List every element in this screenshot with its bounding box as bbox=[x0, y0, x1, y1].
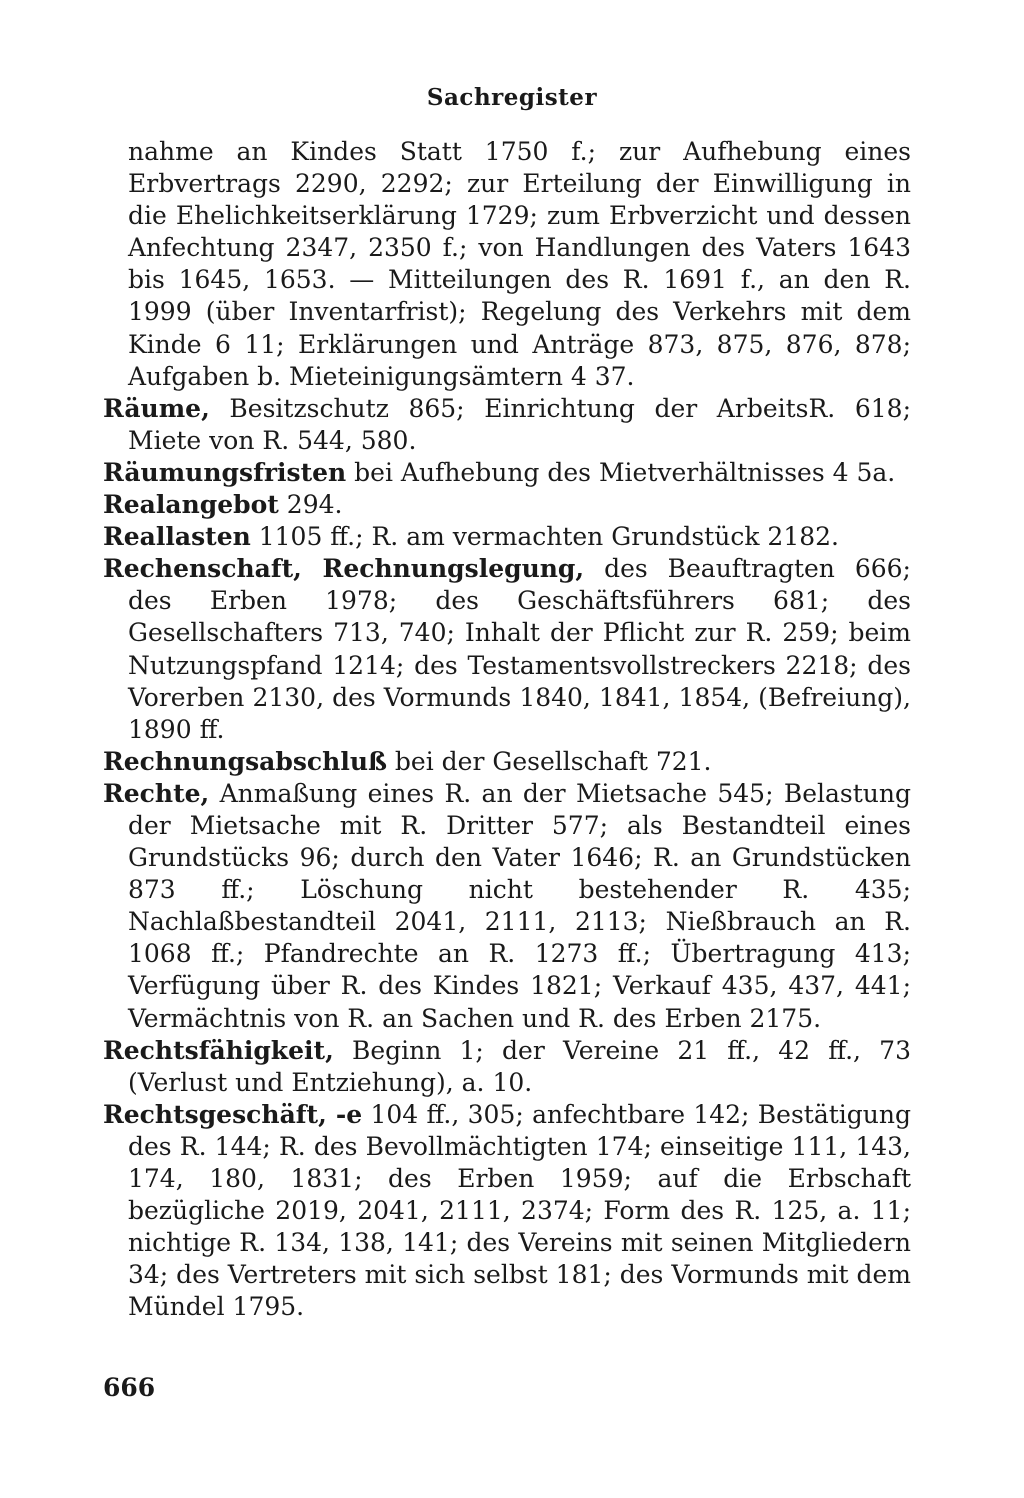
entry-text: 294. bbox=[278, 490, 343, 520]
index-entry bbox=[103, 746, 911, 778]
entry-text: nahme an Kindes Statt 1750 f.; zur Aufhebung eines Erbvertrags 2290, 2292; zur Erteilung der Einwilligung in die Ehelichkeitserklärung 1729; zum Erbverzicht und dessen Anfechtung 2347, 2350 f.; von Handlungen des Vaters 1643 bis 1645, 1653. — Mitteilungen des R. 1691 f., an den R. 1999 (über Inventarfrist); Regelung des Verkehrs mit dem Kinde 6 11; Erklärungen und Anträge 873, 875, 876, 878; Aufgaben b. Mieteinigungsämtern 4 37. bbox=[128, 137, 911, 391]
index-entry bbox=[103, 1099, 911, 1324]
index-entry bbox=[103, 778, 911, 1035]
running-head: Sachregister bbox=[426, 84, 598, 111]
index-entry-continuation bbox=[103, 136, 911, 393]
entry-term: Realangebot bbox=[103, 490, 279, 520]
entry-term: Reallasten bbox=[103, 522, 251, 552]
entry-term: Räumungsfristen bbox=[103, 457, 347, 487]
entry-term: Rechtsgeschäft, -e bbox=[103, 1099, 363, 1129]
entry-text: Besitzschutz 865; Einrichtung der ArbeitsR. 618; Miete von R. 544, 580. bbox=[128, 393, 911, 455]
index-entry bbox=[103, 393, 911, 457]
entry-term: Rechenschaft, Rechnungslegung, bbox=[103, 554, 585, 584]
page-number: 666 bbox=[103, 1373, 156, 1402]
entry-text: 104 ff., 305; anfechtbare 142; Bestätigung des R. 144; R. des Bevollmächtigten 174; einseitige 111, 143, 174, 180, 1831; des Erben 1959; auf die Erbschaft bezügliche 2019, 2041, 2111, 2374; Form des R. 125, a. 11; nichtige R. 134, 138, 141; des Vereins mit seinen Mitgliedern 34; des Vertreters mit sich selbst 181; des Vormunds mit dem Mündel 1795. bbox=[128, 1099, 911, 1322]
entry-text: bei Aufhebung des Mietverhältnisses 4 5a. bbox=[346, 457, 896, 487]
index-entries bbox=[103, 136, 911, 1323]
index-entry bbox=[103, 521, 911, 553]
index-entry bbox=[103, 1035, 911, 1099]
entry-term: Rechtsfähigkeit, bbox=[103, 1035, 334, 1065]
index-entry bbox=[103, 553, 911, 746]
entry-term: Räume, bbox=[103, 393, 210, 423]
entry-text: des Beauftragten 666; des Erben 1978; des Geschäftsführers 681; des Gesellschafters 713, 740; Inhalt der Pflicht zur R. 259; beim Nutzungspfand 1214; des Testamentsvollstreckers 2218; des Vorerben 2130, des Vormunds 1840, 1841, 1854, (Befreiung), 1890 ff. bbox=[128, 554, 911, 744]
entry-text: 1105 ff.; R. am vermachten Grundstück 2182. bbox=[250, 522, 840, 552]
entry-term: Rechnungsabschluß bbox=[103, 746, 387, 776]
index-entry bbox=[103, 489, 911, 521]
entry-text: Anmaßung eines R. an der Mietsache 545; Belastung der Mietsache mit R. Dritter 577; als Bestandteil eines Grundstücks 96; durch den Vater 1646; R. an Grundstücken 873 ff.; Löschung nicht bestehender R. 435; Nachlaßbestandteil 2041, 2111, 2113; Nießbrauch an R. 1068 ff.; Pfandrechte an R. 1273 ff.; Übertragung 413; Verfügung über R. des Kindes 1821; Verkauf 435, 437, 441; Vermächtnis von R. an Sachen und R. des Erben 2175. bbox=[128, 778, 911, 1033]
entry-term: Rechte, bbox=[103, 778, 210, 808]
entry-text: Beginn 1; der Vereine 21 ff., 42 ff., 73 (Verlust und Entziehung), a. 10. bbox=[128, 1035, 911, 1097]
entry-text: bei der Gesellschaft 721. bbox=[386, 746, 712, 776]
index-entry bbox=[103, 457, 911, 489]
